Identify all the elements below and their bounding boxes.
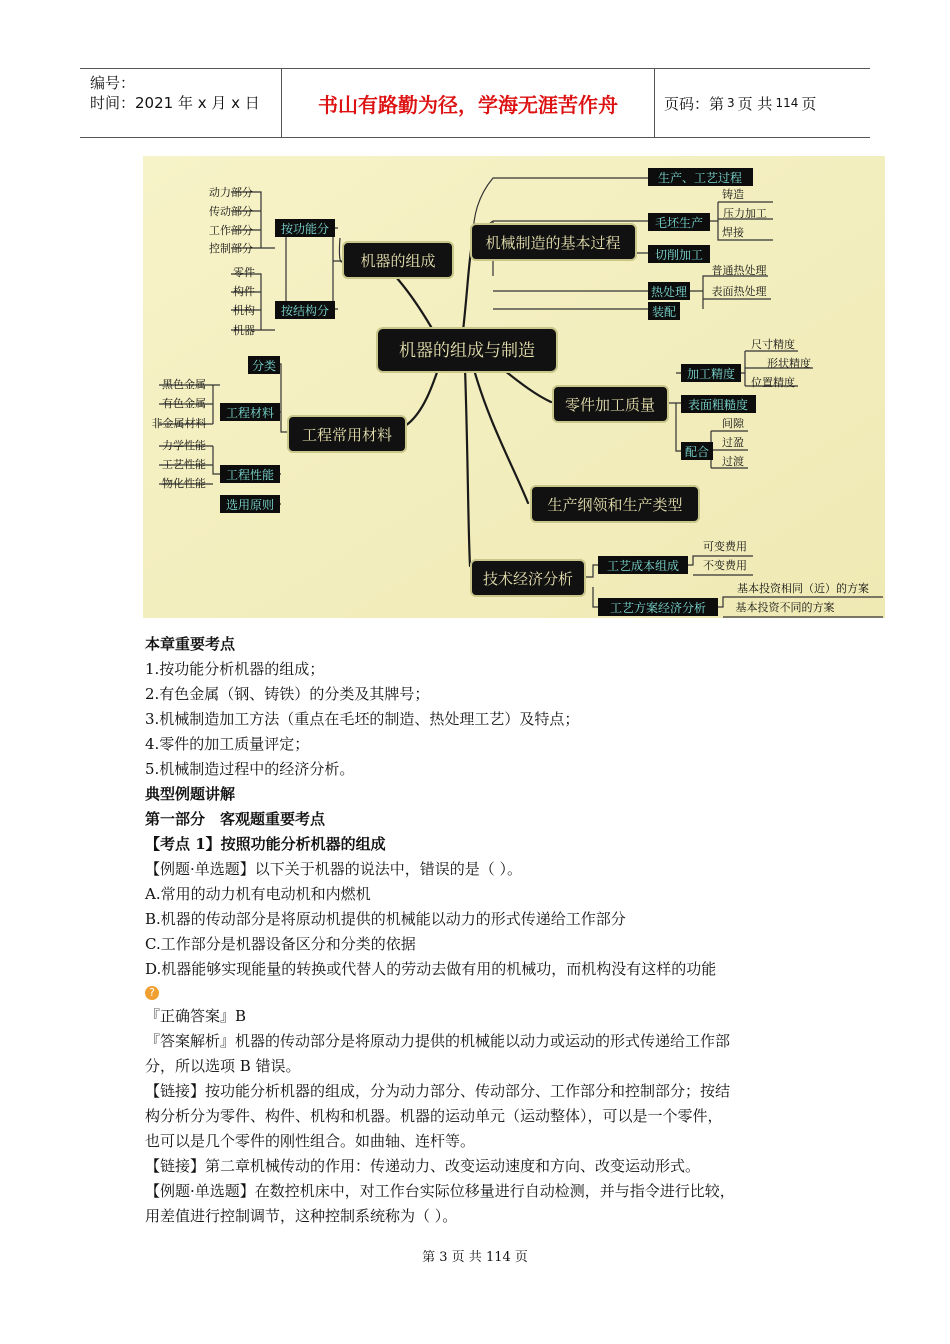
- node-quality-label: 零件加工质量: [564, 396, 656, 414]
- leaf-surface-heat: 表面热处理: [711, 285, 767, 298]
- tag-production-process: 生产、工艺过程: [657, 171, 743, 185]
- leaf-work: 工作部分: [209, 224, 253, 237]
- leaf-machine: 机器: [233, 324, 255, 337]
- center-node-label: 机器的组成与制造: [399, 341, 535, 361]
- leaf-different-investment: 基本投资不同的方案: [735, 601, 835, 614]
- leaf-fixed-cost: 不变费用: [703, 559, 747, 572]
- node-process: [471, 224, 636, 260]
- leaf-physchem-property: 物化性能: [162, 477, 206, 490]
- leaf-pressure-working: 压力加工: [723, 207, 767, 220]
- node-economy: [471, 560, 585, 596]
- leaf-part: 零件: [233, 266, 255, 279]
- footer-prefix: 第: [422, 1250, 436, 1265]
- leaf-nonferrous: 有色金属: [162, 397, 206, 410]
- leaf-dimension-precision: 尺寸精度: [751, 338, 795, 351]
- analysis-line-1: 『答案解析』机器的传动部分是将原动力提供的机械能以动力或运动的形式传递给工作部: [145, 1032, 731, 1050]
- question-2-line-2: 用差值进行控制调节，这种控制系统称为（ ）。: [145, 1207, 458, 1225]
- tag-blank-production: 毛坯生产: [654, 216, 704, 230]
- key-point-3: 3.机械制造加工方法（重点在毛坯的制造、热处理工艺）及特点；: [145, 710, 580, 728]
- page-footer: [0, 1246, 950, 1265]
- knowledge-point-title: 【考点 1】按照功能分析机器的组成: [145, 835, 386, 853]
- tag-heat-treatment: 热处理: [650, 285, 688, 299]
- tag-by-function: 按功能分: [280, 222, 330, 236]
- tag-classify: 分类: [251, 359, 277, 373]
- node-process-label: 机械制造的基本过程: [485, 234, 621, 252]
- header-motto: 书山有路勤为径，学海无涯苦作舟: [282, 69, 655, 137]
- footer-page-num: 3: [439, 1250, 448, 1265]
- header-meta: [80, 69, 282, 137]
- key-points-title: 本章重要考点: [145, 635, 236, 653]
- answer-icon-row: [145, 982, 815, 1004]
- node-composition-label: 机器的组成: [360, 252, 436, 270]
- center-node: [377, 328, 557, 372]
- node-production-type-label: 生产纲领和生产类型: [547, 496, 683, 514]
- header-time-label: 时间：2021 年 x 月 x 日: [90, 94, 260, 112]
- leaf-variable-cost: 可变费用: [703, 540, 747, 553]
- tag-machining-precision: 加工精度: [686, 367, 736, 381]
- page-content: [145, 632, 815, 1229]
- key-point-1: 1.按功能分析机器的组成；: [145, 660, 325, 678]
- analysis-line-2: 分，所以选项 B 错误。: [145, 1057, 301, 1075]
- tag-scheme-analysis: 工艺方案经济分析: [609, 601, 707, 615]
- tag-process-cost: 工艺成本组成: [606, 559, 680, 573]
- leaf-process-property: 工艺性能: [162, 458, 206, 471]
- tag-engineering-performance: 工程性能: [225, 468, 275, 482]
- leaf-welding: 焊接: [722, 226, 744, 239]
- leaf-casting: 铸造: [722, 188, 744, 201]
- tag-fit: 配合: [684, 445, 710, 459]
- tag-assembly: 装配: [651, 305, 677, 319]
- leaf-normal-heat: 普通热处理: [711, 264, 767, 277]
- leaf-shape-precision: 形状精度: [767, 357, 811, 370]
- leaf-ferrous: 黑色金属: [162, 378, 206, 391]
- link-1-line-3: 也可以是几个零件的刚性组合。如曲轴、连杆等。: [145, 1132, 476, 1150]
- leaf-same-investment: 基本投资相同（近）的方案: [737, 582, 869, 595]
- leaf-power: 动力部分: [209, 186, 253, 199]
- node-economy-label: 技术经济分析: [482, 570, 574, 588]
- node-composition: [343, 242, 453, 278]
- leaf-position-precision: 位置精度: [751, 376, 795, 389]
- leaf-mechanical-property: 力学性能: [162, 439, 206, 452]
- option-d: D.机器能够实现能量的转换或代替人的劳动去做有用的机械功，而机构没有这样的功能: [145, 960, 717, 978]
- tag-selection-principle: 选用原则: [225, 498, 275, 512]
- leaf-interference: 过盈: [722, 436, 744, 449]
- part-title: 第一部分 客观题重要考点: [145, 810, 326, 828]
- footer-suffix: 页: [514, 1250, 528, 1265]
- node-quality: [553, 386, 668, 422]
- link-2: 【链接】第二章机械传动的作用：传递动力、改变运动速度和方向、改变运动形式。: [145, 1157, 701, 1175]
- answer: 『正确答案』B: [145, 1007, 247, 1025]
- leaf-transition: 过渡: [722, 455, 744, 468]
- leaf-component: 构件: [233, 285, 255, 298]
- link-1-line-1: 【链接】按功能分析机器的组成，分为动力部分、传动部分、工作部分和控制部分；按结: [145, 1082, 731, 1100]
- page-header: [80, 68, 870, 138]
- header-page-suffix: 页: [801, 94, 817, 113]
- leaf-mechanism: 机构: [233, 304, 255, 317]
- header-page-mid: 页 共: [737, 94, 773, 113]
- header-page-prefix: 页码：第: [664, 94, 725, 113]
- tag-cutting: 切削加工: [654, 248, 704, 262]
- key-point-5: 5.机械制造过程中的经济分析。: [145, 760, 355, 778]
- leaf-clearance: 间隙: [722, 417, 744, 430]
- leaf-nonmetal: 非金属材料: [151, 417, 207, 430]
- key-point-4: 4.零件的加工质量评定；: [145, 735, 310, 753]
- tag-surface-roughness: 表面粗糙度: [687, 398, 749, 412]
- option-a: A.常用的动力机有电动机和内燃机: [145, 885, 371, 903]
- node-production-type: [531, 486, 699, 522]
- question-1: 【例题·单选题】以下关于机器的说法中，错误的是（ ）。: [145, 860, 523, 878]
- question-2-line-1: 【例题·单选题】在数控机床中，对工作台实际位移量进行自动检测，并与指令进行比较，: [145, 1182, 735, 1200]
- examples-title: 典型例题讲解: [145, 785, 236, 803]
- footer-total: 114: [485, 1250, 511, 1265]
- header-page-total: 114: [775, 96, 799, 110]
- question-mark-icon[interactable]: ?: [145, 986, 159, 1000]
- leaf-transmission: 传动部分: [209, 205, 253, 218]
- leaf-control: 控制部分: [209, 242, 253, 255]
- mind-map-diagram: [143, 156, 885, 618]
- key-point-2: 2.有色金属（钢、铸铁）的分类及其牌号；: [145, 685, 430, 703]
- header-page-num: 3: [727, 96, 735, 110]
- link-1-line-2: 构分析分为零件、构件、机构和机器。机器的运动单元（运动整体），可以是一个零件，: [145, 1107, 723, 1125]
- footer-mid: 页 共: [451, 1250, 482, 1265]
- option-b: B.机器的传动部分是将原动机提供的机械能以动力的形式传递给工作部分: [145, 910, 626, 928]
- tag-by-structure: 按结构分: [280, 304, 330, 318]
- node-materials-label: 工程常用材料: [301, 426, 393, 444]
- header-id-label: 编号：: [90, 74, 136, 92]
- header-page-info: [655, 69, 870, 137]
- tag-engineering-materials: 工程材料: [225, 406, 275, 420]
- option-c: C.工作部分是机器设备区分和分类的依据: [145, 935, 416, 953]
- node-materials: [288, 416, 406, 452]
